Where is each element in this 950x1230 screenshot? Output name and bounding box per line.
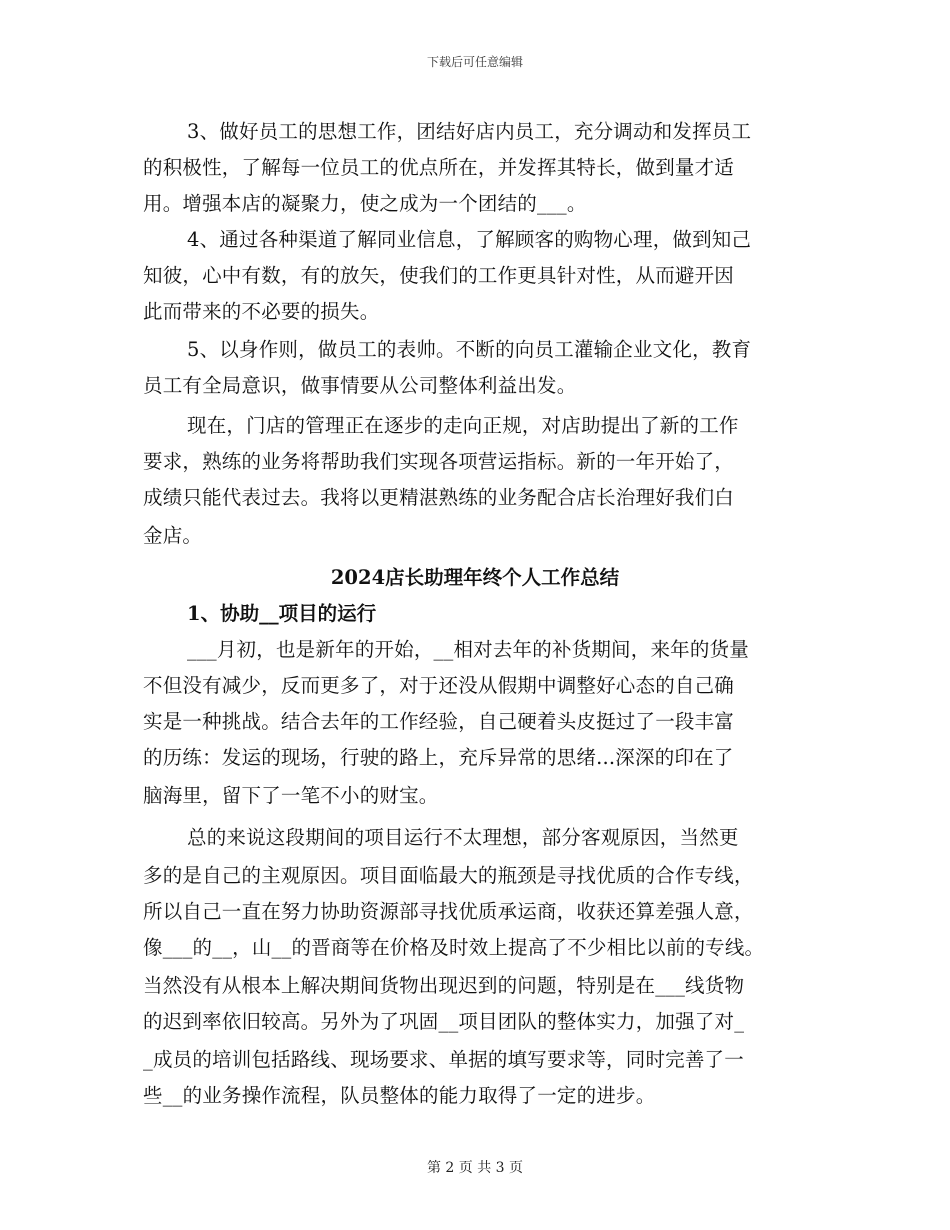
paragraph-line: 脑海里，留下了一笔不小的财宝。: [143, 784, 439, 807]
paragraph-line: ___月初，也是新年的开始，__相对去年的补货期间，来年的货量: [187, 638, 749, 661]
paragraph-line: 的积极性，了解每一位员工的优点所在，并发挥其特长，做到量才适: [143, 156, 735, 179]
paragraph-line: 此而带来的不必要的损失。: [143, 300, 380, 323]
paragraph-line: 像___的__，山__的晋商等在价格及时效上提高了不少相比以前的专线。: [143, 936, 765, 959]
paragraph-line: 5、以身作则，做员工的表帅。不断的向员工灌输企业文化，教育: [187, 338, 752, 361]
paragraph-line: _成员的培训包括路线、现场要求、单据的填写要求等，同时完善了一: [143, 1048, 744, 1071]
document-title: 2024店长助理年终个人工作总结: [330, 566, 620, 589]
paragraph-line: 员工有全局意识，做事情要从公司整体利益出发。: [143, 374, 577, 397]
paragraph-line: 总的来说这段期间的项目运行不太理想，部分客观原因，当然更: [187, 826, 739, 849]
page-header-note: 下载后可任意编辑: [426, 55, 523, 69]
paragraph-line: 成绩只能代表过去。我将以更精湛熟练的业务配合店长治理好我们白: [143, 486, 735, 509]
paragraph-line: 现在，门店的管理正在逐步的走向正规，对店助提出了新的工作: [187, 414, 739, 437]
paragraph-line: 实是一种挑战。结合去年的工作经验，自己硬着头皮挺过了一段丰富: [143, 710, 735, 733]
paragraph-line: 知彼，心中有数，有的放矢，使我们的工作更具针对性，从而避开因: [143, 264, 735, 287]
paragraph-line: 多的是自己的主观原因。项目面临最大的瓶颈是寻找优质的合作专线，: [143, 864, 754, 887]
page-number: 第 2 页 共 3 页: [426, 1160, 524, 1176]
paragraph-line: 些__的业务操作流程，队员整体的能力取得了一定的进步。: [143, 1084, 656, 1107]
paragraph-line: 的历练：发运的现场，行驶的路上，充斥异常的思绪...深深的印在了: [143, 746, 734, 769]
paragraph-line: 4、通过各种渠道了解同业信息，了解顾客的购物心理，做到知己: [187, 228, 752, 251]
section-heading: 1、协助__项目的运行: [187, 602, 377, 625]
paragraph-line: 3、做好员工的思想工作，团结好店内员工，充分调动和发挥员工: [187, 120, 752, 143]
paragraph-line: 要求，熟练的业务将帮助我们实现各项营运指标。新的一年开始了，: [143, 450, 735, 473]
paragraph-line: 用。增强本店的凝聚力，使之成为一个团结的___。: [143, 192, 587, 215]
paragraph-line: 当然没有从根本上解决期间货物出现迟到的问题，特别是在___线货物: [143, 974, 745, 997]
paragraph-line: 不但没有减少，反而更多了，对于还没从假期中调整好心态的自己确: [143, 674, 735, 697]
paragraph-line: 所以自己一直在努力协助资源部寻找优质承运商，收获还算差强人意，: [143, 900, 754, 923]
paragraph-line: 金店。: [143, 524, 203, 547]
paragraph-line: 的迟到率依旧较高。另外为了巩固__项目团队的整体实力，加强了对_: [143, 1010, 745, 1033]
